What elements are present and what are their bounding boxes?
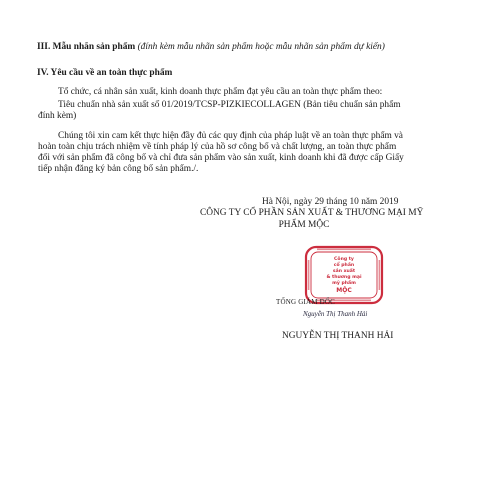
paragraph-3-line-4: tiếp nhận đăng ký bản công bố sản phẩm./. [38, 164, 199, 174]
paragraph-2-line-2: đính kèm) [38, 111, 77, 121]
stamp-line-1: Công ty [334, 257, 354, 262]
section-iii-note: (đính kèm mẫu nhãn sản phẩm hoặc mẫu nhãn sản phẩm dự kiến) [137, 42, 385, 52]
section-iv-title: IV. Yêu cầu về an toàn thực phẩm [37, 68, 173, 78]
director-title: TỔNG GIÁM ĐỐC [276, 298, 335, 306]
paragraph-1: Tổ chức, cá nhân sản xuất, kinh doanh thực phẩm đạt yêu cầu an toàn thực phẩm theo: [58, 87, 383, 97]
stamp-line-5: mỹ phẩm [332, 281, 356, 286]
company-name-line-2: PHẨM MỘC [278, 220, 330, 230]
paragraph-2-line-1: Tiêu chuẩn nhà sản xuất số 01/2019/TCSP-PIZKIECOLLAGEN (Bản tiêu chuẩn sản phẩm [58, 100, 401, 110]
section-iii-heading [37, 42, 385, 53]
company-name-line-1: CÔNG TY CỔ PHẦN SẢN XUẤT & THƯƠNG MẠI MỸ [200, 208, 424, 218]
stamp-line-2: cổ phần [333, 263, 355, 268]
stamp-line-3: sản xuất [332, 269, 356, 274]
paragraph-3-line-2: hoàn toàn chịu trách nhiệm về tính pháp lý của hồ sơ công bố và chất lượng, an toàn thực phẩm [38, 142, 397, 152]
signature-date: Hà Nội, ngày 29 tháng 10 năm 2019 [262, 197, 399, 207]
handwritten-signature: Nguyễn Thị Thanh Hải [303, 310, 368, 318]
stamp-line-4: & thương mại [326, 275, 362, 280]
section-iii-title: III. Mẫu nhãn sản phẩm [37, 42, 136, 52]
paragraph-3-line-1: Chúng tôi xin cam kết thực hiện đầy đủ các quy định của pháp luật về an toàn thực phẩm và [58, 131, 403, 141]
paragraph-3-line-3: đối với sản phẩm đã công bố và chỉ đưa sản phẩm vào sản xuất, kinh doanh khi đã được cấp Giấy [38, 153, 404, 163]
signer-name: NGUYỄN THỊ THANH HẢI [282, 331, 394, 341]
stamp-center-text: MỘC [336, 287, 352, 294]
